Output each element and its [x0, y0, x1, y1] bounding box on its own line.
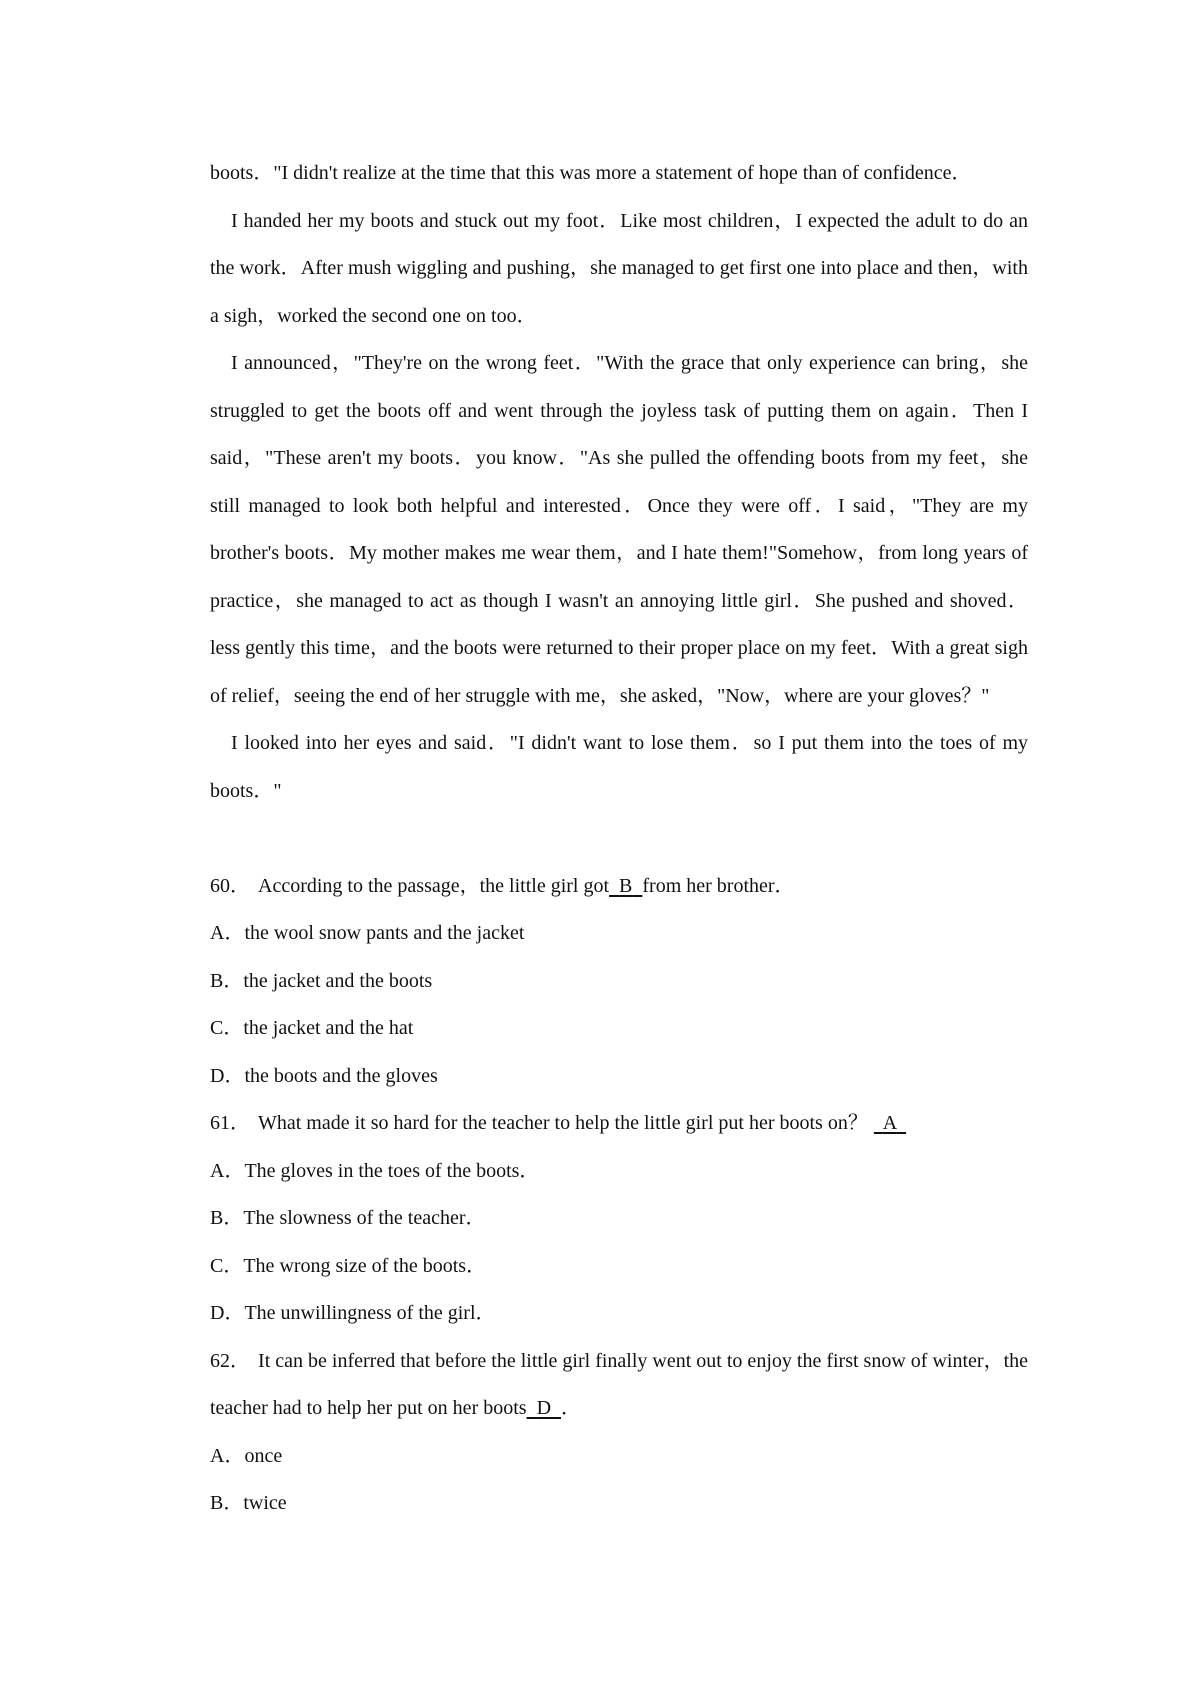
- question-stem: [210, 1100, 1028, 1148]
- question-62: [210, 1338, 1028, 1528]
- document-content: [210, 150, 1028, 1528]
- question-stem: [210, 863, 1028, 911]
- answer-blank: [527, 1385, 561, 1433]
- passage-paragraph-4: I looked into her eyes and said．"I didn't want to lose them．so I put them into the toes of my boots．": [210, 732, 1028, 802]
- option-c: C．The wrong size of the boots．: [210, 1254, 487, 1277]
- option-b: B．twice: [210, 1492, 287, 1514]
- option-d: D．the boots and the gloves: [210, 1064, 438, 1087]
- question-number: 60．: [210, 874, 250, 897]
- answer-letter: A: [882, 1112, 897, 1134]
- option-a: A．once: [210, 1444, 283, 1467]
- answer-blank: [609, 863, 642, 911]
- option-c: C．the jacket and the hat: [210, 1017, 414, 1039]
- question-number: 61．: [210, 1112, 250, 1134]
- answer-blank: [874, 1100, 906, 1148]
- option-a: A．The gloves in the toes of the boots．: [210, 1159, 540, 1182]
- option-a: A．the wool snow pants and the jacket: [210, 922, 525, 944]
- question-stem: [210, 1338, 1028, 1433]
- option-b: B．The slowness of the teacher．: [210, 1207, 486, 1229]
- answer-letter: B: [619, 874, 633, 897]
- passage-paragraph-1: boots．"I didn't realize at the time that this was more a statement of hope than of confidence．: [210, 162, 972, 184]
- answer-letter: D: [536, 1397, 552, 1419]
- passage-paragraph-3: I announced，"They're on the wrong feet．"With the grace that only experience can bring，she struggled to get the boots off and went through the joyless task of putting them on again．Then I said，"These aren't my boots．you know．"As she pulled the offending boots from my feet，she still managed to look both helpful and interested．Once they were off．I said，"They are my brother's boots．My mother makes me wear them，and I hate them!"Somehow，from long years of practice，she managed to act as though I wasn't an annoying little girl．She pushed and shoved．less gently this time，and the boots were returned to their proper place on my feet．With a great sigh of relief，seeing the end of her struggle with me，she asked，"Now，where are your gloves？": [210, 352, 1028, 707]
- question-61: [210, 1100, 1028, 1338]
- question-60: [210, 863, 1028, 1101]
- question-text-after: from her brother．: [642, 874, 795, 897]
- question-text: What made it so hard for the teacher to help the little girl put her boots on？: [258, 1112, 868, 1134]
- question-text-after: ．: [561, 1397, 582, 1419]
- option-d: D．The unwillingness of the girl．: [210, 1302, 496, 1324]
- section-gap: [210, 815, 1028, 863]
- passage-paragraph-2: I handed her my boots and stuck out my foot．Like most children，I expected the adult to do an the work．After mush wiggling and pushing，she managed to get first one into place and then，with a sigh，worked the second one on too．: [210, 209, 1028, 327]
- question-number: 62．: [210, 1349, 251, 1372]
- question-text: According to the passage，the little girl got: [258, 874, 610, 897]
- option-b: B．the jacket and the boots: [210, 969, 433, 992]
- question-text: It can be inferred that before the little girl finally went out to enjoy the first snow of winter，the teacher had to help her put on her boots: [210, 1349, 1029, 1419]
